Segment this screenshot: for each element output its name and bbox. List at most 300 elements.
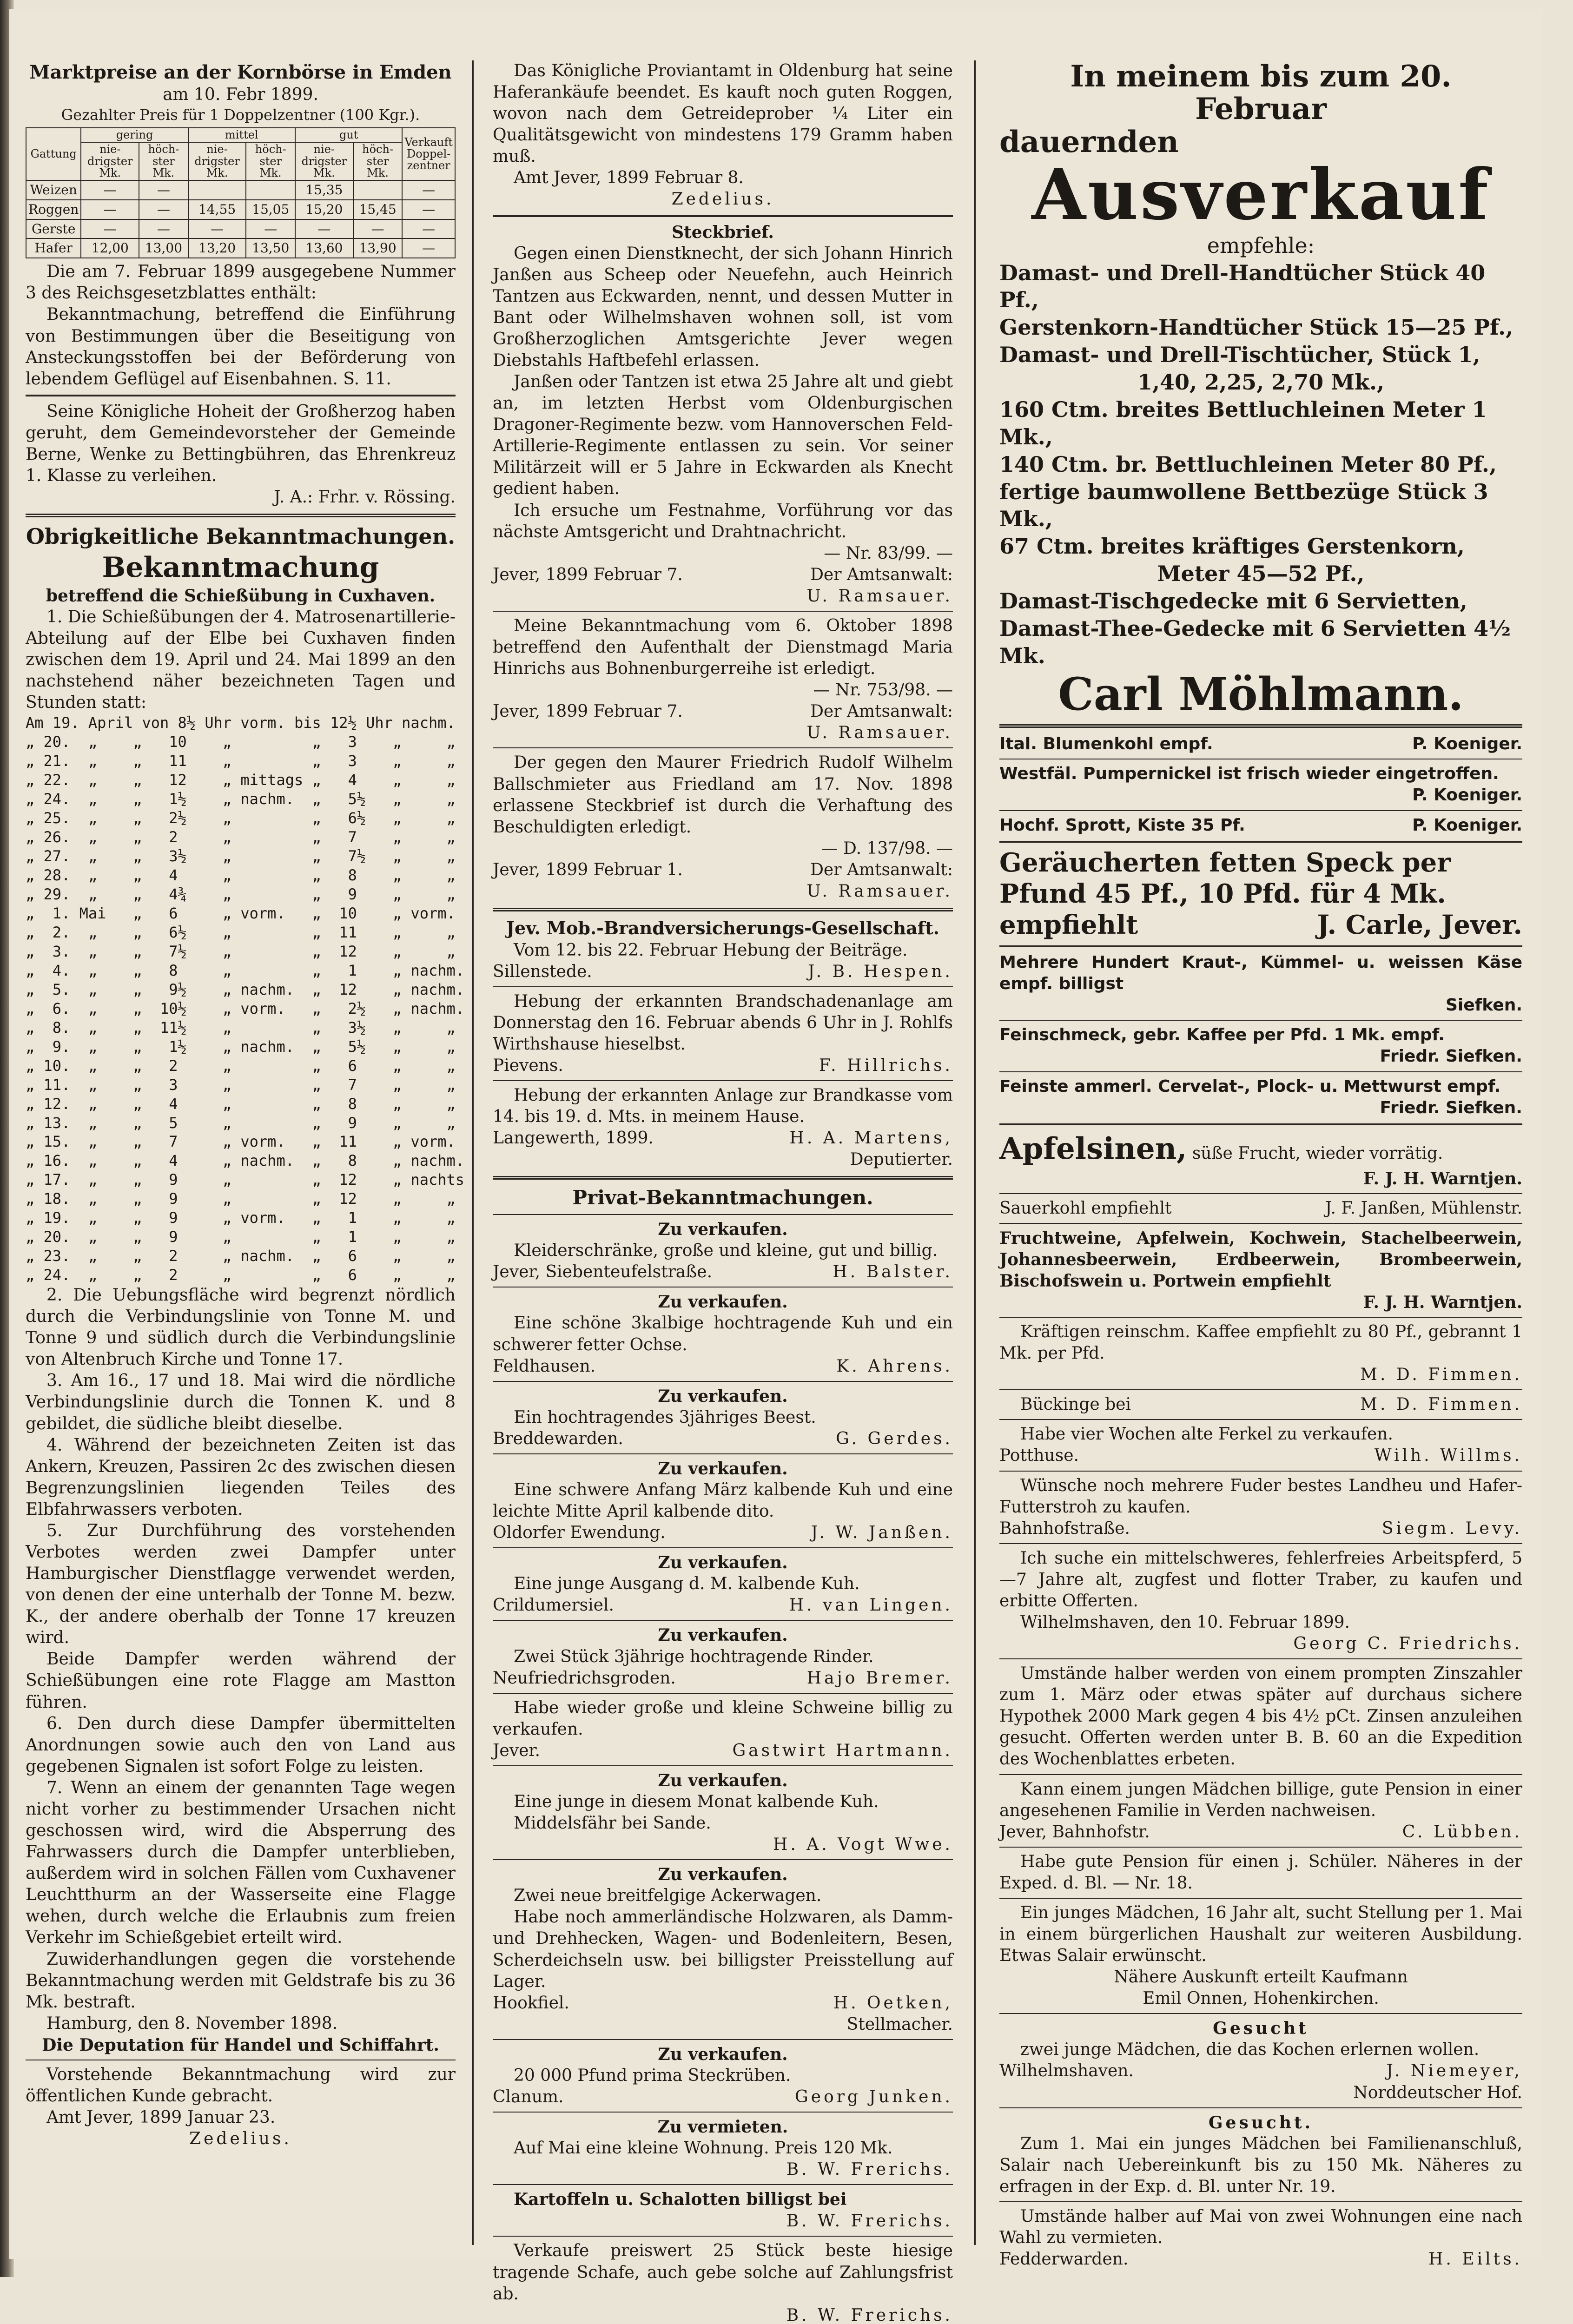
bek3-place: Jever, 1899 Februar 1. <box>493 860 683 879</box>
zu-vermieten-heading: Zu vermieten. <box>657 2117 788 2137</box>
ad-signature: G. Gerdes. <box>836 1429 953 1448</box>
ad-signature: H. Eilts. <box>1428 2250 1522 2269</box>
ad-signature: M. D. Fimmen. <box>1360 1365 1522 1385</box>
signature-block <box>999 1394 1522 1415</box>
schedule-row: „ 20. „ „ 10 „ „ 3 „ „ <box>26 733 456 751</box>
divider <box>493 1620 953 1621</box>
divider <box>999 1389 1522 1390</box>
ausverkauf-heading: Ausverkauf <box>1031 154 1490 236</box>
schedule-row: „ 13. „ „ 5 „ „ 9 „ „ <box>26 1114 456 1132</box>
divider <box>493 747 953 748</box>
schedule-row: „ 22. „ „ 12 „ mittags „ 4 „ „ <box>26 771 456 789</box>
ad-signature: Georg C. Friedrichs. <box>1293 1634 1522 1654</box>
ausverkauf-item: Damast- und Drell-Handtücher Stück 40 Pf., <box>999 260 1486 313</box>
divider <box>999 945 1522 947</box>
ad-signature: Friedr. Siefken. <box>1380 1098 1522 1117</box>
ad-place: Jever, Siebenteufelstraße. <box>493 1262 713 1282</box>
ad-place: Clanum. <box>493 2087 564 2107</box>
price-table <box>26 127 456 258</box>
steck-title: Steckbrief. <box>672 222 774 242</box>
ausverkauf-item: Damast- und Drell-Tischtücher, Stück 1, <box>999 342 1480 368</box>
koeniger-ad <box>999 733 1522 755</box>
ad-place: Hookfiel. <box>493 1993 569 2013</box>
cell: 13,50 <box>246 238 295 258</box>
ad-signature: F. J. H. Warntjen. <box>1363 1169 1522 1188</box>
ad-text: Verkaufe preiswert 25 Stück beste hiesige tragende Schafe, auch gebe solche auf Zahlungsfrist ab. <box>493 2241 953 2304</box>
schedule-row: „ 26. „ „ 2 „ „ 7 „ „ <box>26 828 456 846</box>
divider <box>493 2184 953 2185</box>
bek-heading: Bekanntmachung <box>102 551 379 584</box>
divider <box>999 1020 1522 1021</box>
reich-text: Die am 7. Februar 1899 ausgegebene Nummer 3 des Reichsgesetzblattes enthält: <box>26 262 456 303</box>
schedule-row: „ 16. „ „ 4 „ nachm. „ 8 „ nachm. <box>26 1152 465 1170</box>
ad-text: 20 000 Pfund prima Steckrüben. <box>514 2066 791 2085</box>
ausverkauf-empfehle: empfehle: <box>1207 232 1315 258</box>
divider <box>999 724 1522 728</box>
col-low: nie-drigster Mk. <box>188 142 246 180</box>
column-3 <box>999 59 1522 2269</box>
obrig-title: Obrigkeitliche Bekanntmachungen. <box>26 524 456 549</box>
cell: 13,20 <box>188 238 246 258</box>
ausverkauf-line-1: In meinem bis zum 20. Februar <box>1070 59 1452 127</box>
steck-role: Der Amtsanwalt: <box>810 565 953 584</box>
ad-text: Eine schöne 3kalbige hochtragende Kuh und ein schwerer fetter Ochse. <box>493 1314 953 1354</box>
divider <box>999 1123 1522 1125</box>
ad-text: süße Frucht, wieder vorrätig. <box>1192 1143 1443 1163</box>
ad-signature: Gastwirt Hartmann. <box>732 1741 953 1760</box>
zu-verkaufen-heading: Zu verkaufen. <box>658 1865 788 1885</box>
column-1 <box>26 60 465 2263</box>
schedule-row: „ 10. „ „ 2 „ „ 6 „ „ <box>26 1056 456 1075</box>
ad-place: Oldorfer Ewendung. <box>493 1523 666 1543</box>
schedule-row: „ 27. „ „ 3½ „ „ 7½ „ „ <box>26 847 456 865</box>
signature-block <box>493 1428 953 1450</box>
ausverkauf-item: Meter 45—52 Pf., <box>1157 561 1365 587</box>
divider <box>999 1543 1522 1544</box>
mob1-text: Vom 12. bis 22. Februar Hebung der Beiträge. <box>514 940 908 960</box>
zu-verkaufen-heading: Zu verkaufen. <box>658 2044 788 2064</box>
hoheit-signature: J. A.: Frhr. v. Rössing. <box>274 488 456 507</box>
gesucht-heading: Gesucht <box>1213 2019 1309 2039</box>
mob1-signature: J. B. Hespen. <box>807 962 953 981</box>
col-high: höch-ster Mk. <box>353 142 403 180</box>
zu-verkaufen-heading: Zu verkaufen. <box>658 1386 788 1406</box>
ad-text: Mehrere Hundert Kraut-, Kümmel- u. weissen Käse empf. billigst <box>999 953 1522 994</box>
col-high: höch-ster Mk. <box>139 142 188 180</box>
speck-signature: J. Carle, Jever. <box>1317 909 1522 940</box>
ad-text: Habe noch ammerländische Holzwaren, als Damm- und Drehhecken, Wagen- und Bodenleitern, Besen, Scherdeichseln usw. bei billigster Preisstellung auf Lager. <box>493 1908 953 1991</box>
ausverkauf-item: 1,40, 2,25, 2,70 Mk., <box>1137 370 1384 395</box>
mob3-role: Deputierter. <box>850 1150 953 1169</box>
divider <box>493 1080 953 1081</box>
schedule-row: „ 15. „ „ 7 „ vorm. „ 11 „ vorm. <box>26 1133 456 1151</box>
steck-place: Jever, 1899 Februar 7. <box>493 565 683 584</box>
divider <box>493 2039 953 2040</box>
ad-text: Zum 1. Mai ein junges Mädchen bei Familienanschluß, Salair nach Uebereinkunft bis zu 150 Mk. Näheres zu erfragen in der Exp. d. Bl. unter Nr. 19. <box>999 2134 1522 2196</box>
signature-block <box>493 1356 953 1377</box>
column-2 <box>493 60 953 2324</box>
ad-text: Hochf. Sprott, Kiste 35 Pf. <box>999 815 1245 835</box>
divider <box>999 1071 1522 1072</box>
ad-signature: P. Koeniger. <box>1412 786 1522 805</box>
zu-verkaufen-heading: Zu verkaufen. <box>658 1770 788 1790</box>
signature-block <box>493 1128 953 1149</box>
ad-text: Zwei neue breitfelgige Ackerwagen. <box>514 1886 822 1906</box>
ad-place: Jever. <box>493 1741 541 1760</box>
ausverkauf-item: Gerstenkorn-Handtücher Stück 15—25 Pf., <box>999 315 1514 340</box>
apfelsinen-heading: Apfelsinen, <box>999 1131 1187 1166</box>
schedule-row: „ 25. „ „ 2½ „ „ 6½ „ „ <box>26 809 456 827</box>
bek-p6: 6. Den durch diese Dampfer übermittelten Anordnungen sowie auch den von Land aus gegebenen Signalen ist sofort Folge zu leisten. <box>26 1714 456 1776</box>
ad-text: Auf Mai eine kleine Wohnung. Preis 120 Mk. <box>514 2139 893 2158</box>
ad-text: Nähere Auskunft erteilt Kaufmann <box>1114 1967 1408 1987</box>
signature-block <box>493 1522 953 1544</box>
ad-signature: Siegm. Levy. <box>1381 1519 1522 1538</box>
divider <box>999 1898 1522 1899</box>
divider <box>999 810 1522 811</box>
signature-block <box>493 1740 953 1762</box>
cell: — <box>81 200 139 219</box>
divider <box>999 841 1522 843</box>
ad-text: Kartoffeln u. Schalotten billigst bei <box>514 2190 847 2210</box>
column-rule <box>974 60 976 2245</box>
signature-block <box>999 1198 1522 1219</box>
cell <box>353 180 403 200</box>
ad-signature: Siefken. <box>1445 996 1522 1015</box>
divider <box>999 2201 1522 2202</box>
signature-block <box>999 1445 1522 1466</box>
schedule-row: „ 24. „ „ 1½ „ nachm. „ 5½ „ „ <box>26 790 456 808</box>
steck-number: — Nr. 83/99. — <box>824 543 953 563</box>
col-gattung: Gattung <box>26 128 81 180</box>
divider <box>26 395 456 396</box>
signature-block <box>493 1055 953 1076</box>
divider <box>999 1419 1522 1420</box>
ad-text: Feinste ammerl. Cervelat-, Plock- u. Mettwurst empf. <box>999 1076 1501 1096</box>
divider <box>999 1847 1522 1848</box>
zu-verkaufen-heading: Zu verkaufen. <box>658 1553 788 1573</box>
schedule-row: Am 19. April von 8½ Uhr vorm. bis 12½ Uhr nachm. <box>26 714 456 732</box>
ausverkauf-item: fertige baumwollene Bettbezüge Stück 3 Mk., <box>999 479 1488 532</box>
mob3-place: Langewerth, 1899. <box>493 1129 654 1148</box>
ad-text: Kleiderschränke, große und kleine, gut und billig. <box>514 1241 938 1261</box>
row-name: Roggen <box>26 200 81 219</box>
table-row <box>26 180 455 200</box>
signature-block <box>999 1518 1522 1539</box>
ad-text: Habe vier Wochen alte Ferkel zu verkaufen. <box>1020 1425 1393 1444</box>
cell: 15,20 <box>295 200 353 219</box>
ad-text: Umstände halber auf Mai von zwei Wohnungen eine nach Wahl zu vermieten. <box>999 2206 1522 2248</box>
bek3-number: — D. 137/98. — <box>821 838 953 858</box>
signature-block <box>493 701 953 722</box>
bek2-number: — Nr. 753/98. — <box>813 680 953 700</box>
divider <box>999 1223 1522 1224</box>
signature-block <box>493 1668 953 1689</box>
ad-text: Kann einem jungen Mädchen billige, gute Pension in einer angesehenen Familie in Verden nachweisen. <box>999 1779 1522 1820</box>
col-verkauft: Verkauft Doppel-zentner <box>402 128 455 180</box>
divider <box>493 1547 953 1548</box>
bek2-text: Meine Bekanntmachung vom 6. Oktober 1898 betreffend den Aufenthalt der Dienstmagd Maria Hinrichs aus Bohnenburgerreihe ist erledigt. <box>493 616 953 679</box>
ad-signature: H. Oetken, <box>833 1993 953 2013</box>
cell: 13,00 <box>139 238 188 258</box>
mob3-signature: H. A. Martens, <box>789 1129 953 1148</box>
ad-place: Bahnhofstraße. <box>999 1519 1130 1538</box>
ausverkauf-item: Damast-Tischgedecke mit 6 Servietten, <box>999 588 1467 614</box>
signature-block <box>999 1822 1522 1843</box>
ad-place: Middelsfähr bei Sande. <box>514 1814 711 1833</box>
speck-line-1: Geräucherten fetten Speck per <box>999 847 1451 878</box>
ad-signature: P. Koeniger. <box>1412 815 1522 835</box>
ad-text: Eine junge in diesem Monat kalbende Kuh. <box>514 1792 879 1811</box>
ad-text: Ital. Blumenkohl empf. <box>999 734 1213 754</box>
schedule-row: „ 12. „ „ 4 „ „ 8 „ „ <box>26 1095 456 1113</box>
bek-p3: 3. Am 16., 17 und 18. Mai wird die nördliche Verbindungslinie durch die Tonnen K. und 8 gebildet, die südliche bleibt dieselbe. <box>26 1371 456 1433</box>
schedule-row: „ 5. „ „ 9½ „ nachm. „ 12 „ nachm. <box>26 980 465 998</box>
speck-signature-block <box>999 910 1522 941</box>
signature-block <box>493 564 953 586</box>
cell: — <box>295 219 353 239</box>
column-rule <box>472 60 474 2245</box>
ad-signature: B. W. Frerichs. <box>786 2305 953 2324</box>
divider <box>493 1176 953 1180</box>
bek-p7: 7. Wenn an einem der genannten Tage wegen nicht vorher zu bestimmender Ursachen nicht geschossen wird, wird die Absperrung des Fahrwassers durch die Dampfer unterblieben, außerdem wird in solchen Fällen vom Cuxhavener Leuchtthurm an der Wasserseite eine Flagge wehen, durch welche die Erlaubnis zum freien Verkehr im Schießgebiet erteilt wird. <box>26 1778 456 1948</box>
divider <box>493 986 953 987</box>
zu-verkaufen-heading: Zu verkaufen. <box>658 1625 788 1645</box>
ad-signature: P. Koeniger. <box>1412 734 1522 754</box>
cell: — <box>402 238 455 258</box>
gesucht-heading: Gesucht. <box>1208 2113 1314 2133</box>
signature-block <box>999 2249 1522 2270</box>
divider <box>999 2013 1522 2014</box>
ad-text: Sauerkohl empfiehlt <box>999 1198 1172 1218</box>
cell: — <box>402 219 455 239</box>
cell: 14,55 <box>188 200 246 219</box>
carl-moehlmann: Carl Möhlmann. <box>1058 667 1464 720</box>
ad-signature: J. Niemeyer, <box>1386 2061 1522 2081</box>
ad-text: Ein junges Mädchen, 16 Jahr alt, sucht Stellung per 1. Mai in einem bürgerlichen Haushalt zur weiteren Ausbildung. Etwas Salair erwünscht. <box>999 1903 1522 1966</box>
schedule-row: „ 9. „ „ 1½ „ nachm. „ 5½ „ „ <box>26 1037 456 1056</box>
row-name: Gerste <box>26 219 81 239</box>
cell: 13,60 <box>295 238 353 258</box>
cell: — <box>402 200 455 219</box>
bek-p4: 4. Während der bezeichneten Zeiten ist das Ankern, Kreuzen, Passiren 2c des zwischen diesen Begrenzungslinien liegenden Teiles des Elbfahrwassers verboten. <box>26 1435 456 1519</box>
ad-place: Jever, Bahnhofstr. <box>999 1822 1150 1842</box>
bek-p2: 2. Die Uebungsfläche wird begrenzt nördlich durch die Verbindungslinie von Tonne M. und Tonne 9 und südlich durch die Verbindungslinie von Altenbruch Kirche und Tonne 17. <box>26 1286 456 1369</box>
reich-text-2: Bekanntmachung, betreffend die Einführung von Bestimmungen über die Beseitigung von Ansteckungsstoffen bei der Beförderung von lebendem Geflügel auf Eisenbahnen. S. 11. <box>26 305 456 389</box>
ausverkauf-item: Damast-Thee-Gedecke mit 6 Servietten 4½ Mk. <box>999 615 1511 668</box>
schedule-row: „ 17. „ „ 9 „ „ 12 „ nachts <box>26 1171 465 1189</box>
bek-p9-place: Amt Jever, 1899 Januar 23. <box>46 2108 276 2127</box>
cell: — <box>188 219 246 239</box>
col-low: nie-drigster Mk. <box>295 142 353 180</box>
ad-signature: J. F. Janßen, Mühlenstr. <box>1325 1198 1522 1218</box>
signature-block <box>999 2060 1522 2082</box>
ad-signature: M. D. Fimmen. <box>1360 1395 1522 1414</box>
bek-subheading: betreffend die Schießübung in Cuxhaven. <box>46 586 436 606</box>
bek3-text: Der gegen den Maurer Friedrich Rudolf Wilhelm Ballschmieter aus Friedland am 17. Nov. 1898 erlassene Steckbrief ist durch die Verhaftung des Beschuldigten erledigt. <box>493 753 953 837</box>
prov-place: Amt Jever, 1899 Februar 8. <box>514 168 744 188</box>
bek2-signature: U. Ramsauer. <box>806 723 953 743</box>
schedule-row: „ 1. Mai „ 6 „ vorm. „ 10 „ vorm. <box>26 905 456 923</box>
divider <box>493 611 953 612</box>
cell: — <box>81 219 139 239</box>
ad-place: Fedderwarden. <box>999 2250 1129 2269</box>
signature-block <box>493 859 953 881</box>
group-mittel: mittel <box>188 128 295 142</box>
bek3-role: Der Amtsanwalt: <box>810 860 953 879</box>
row-name: Hafer <box>26 238 81 258</box>
mob3-text: Hebung der erkannten Anlage zur Brandkasse vom 14. bis 19. d. Mts. in meinem Hause. <box>493 1086 953 1127</box>
mob-title: Jev. Mob.-Brandversicherungs-Gesellschaft. <box>506 917 939 938</box>
divider <box>999 2107 1522 2108</box>
bek-p8: Zuwiderhandlungen gegen die vorstehende Bekanntmachung werden mit Geldstrafe bis zu 36 Mk. bestraft. <box>26 1949 456 2012</box>
table-row <box>26 200 455 219</box>
cell: — <box>402 180 455 200</box>
ad-place: Wilhelmshaven. <box>999 2061 1134 2081</box>
cell: 15,05 <box>246 200 295 219</box>
ausverkauf-item: 140 Ctm. br. Bettluchleinen Meter 80 Pf., <box>999 451 1497 477</box>
cell: — <box>246 219 295 239</box>
schedule-row: „ 8. „ „ 11½ „ „ 3½ „ „ <box>26 1018 456 1037</box>
divider <box>493 908 953 911</box>
cell: — <box>139 180 188 200</box>
bek3-signature: U. Ramsauer. <box>806 881 953 901</box>
speck-line-3: empfiehlt <box>999 909 1138 940</box>
ad-role: Stellmacher. <box>846 2014 953 2034</box>
schedule-row: „ 24. „ „ 2 „ „ 6 „ „ <box>26 1266 456 1284</box>
schedule-row: „ 18. „ „ 9 „ „ 12 „ „ <box>26 1190 456 1208</box>
ad-place: Potthuse. <box>999 1446 1079 1466</box>
steck-text-2: Janßen oder Tantzen ist etwa 25 Jahre alt und giebt an, im letzten Herbst vom Oldenburgischen Dragoner-Regimente bezw. vom Hannoverschen Feld-Artillerie-Regimente entlassen zu sein. Vor seiner Militärzeit will er 5 Jahre in Eckwarden als Knecht gedient haben. <box>493 372 953 499</box>
ausverkauf-item: 160 Ctm. breites Bettluchleinen Meter 1 Mk., <box>999 396 1487 449</box>
ad-signature: B. W. Frerichs. <box>786 2160 953 2179</box>
divider <box>493 1381 953 1382</box>
ad-text: Ein hochtragendes 3jähriges Beest. <box>514 1407 816 1427</box>
schedule-row: „ 20. „ „ 9 „ „ 1 „ „ <box>26 1228 456 1246</box>
steck-signature: U. Ramsauer. <box>806 586 953 606</box>
divider <box>999 1317 1522 1318</box>
col-high: höch-ster Mk. <box>246 142 295 180</box>
schedule-row: „ 28. „ „ 4 „ „ 8 „ „ <box>26 866 456 885</box>
divider <box>999 1193 1522 1194</box>
divider <box>493 1214 953 1215</box>
ad-signature: H. A. Vogt Wwe. <box>773 1835 953 1855</box>
table-row <box>26 219 455 239</box>
zu-verkaufen-heading: Zu verkaufen. <box>658 1292 788 1312</box>
zu-verkaufen-heading: Zu verkaufen. <box>658 1459 788 1479</box>
divider <box>493 2236 953 2237</box>
divider <box>999 1658 1522 1659</box>
ad-text: Eine schwere Anfang März kalbende Kuh und eine leichte Mitte April kalbende dito. <box>493 1480 953 1521</box>
cell: — <box>81 180 139 200</box>
divider <box>493 1693 953 1694</box>
steck-text: Gegen einen Dienstknecht, der sich Johann Hinrich Janßen aus Scheep oder Neuefehn, auch Heinrich Tantzen aus Eckwarden, nennt, und dessen Mutter in Bant oder Wilhelmshaven wohnen soll, ist vom Großherzoglichen Amtsgerichte Jever wegen Diebstahls Haftbefehl erlassen. <box>493 244 953 370</box>
bek-p9: Vorstehende Bekanntmachung wird zur öffentlichen Kunde gebracht. <box>26 2065 456 2106</box>
signature-block <box>493 1261 953 1283</box>
cell: 15,35 <box>295 180 353 200</box>
cell <box>246 180 295 200</box>
ad-place: Crildumersiel. <box>493 1596 614 1615</box>
ad-text: Bückinge bei <box>1020 1395 1131 1414</box>
ad-role: Norddeutscher Hof. <box>1353 2083 1522 2102</box>
group-gut: gut <box>295 128 402 142</box>
signature-block <box>493 2086 953 2108</box>
schedule-list <box>26 713 465 1285</box>
bek2-role: Der Amtsanwalt: <box>810 702 953 721</box>
ad-signature: Georg Junken. <box>795 2087 953 2107</box>
ad-place: Neufriedrichsgroden. <box>493 1668 676 1688</box>
prov-text: Das Königliche Proviantamt in Oldenburg hat seine Haferankäufe beendet. Es kauft noch guten Roggen, wovon nach dem Getreideprober ¼ Liter ein Qualitätsgewicht von mindestens 179 Gramm haben muß. <box>493 61 953 166</box>
schedule-row: „ 11. „ „ 3 „ „ 7 „ „ <box>26 1076 456 1094</box>
bek2-place: Jever, 1899 Februar 7. <box>493 702 683 721</box>
hoheit-text: Seine Königliche Hoheit der Großherzog haben geruht, dem Gemeindevorsteher der Gemeinde Berne, Wenke zu Bettingbühren, das Ehrenkreuz 1. Klasse zu verleihen. <box>26 402 456 485</box>
ad-signature: H. Balster. <box>833 1262 953 1282</box>
schedule-row: „ 21. „ „ 11 „ „ 3 „ „ <box>26 752 456 770</box>
ausverkauf-line-2: dauernden <box>999 124 1179 159</box>
col-low: nie-drigster Mk. <box>81 142 139 180</box>
ad-text: Wünsche noch mehrere Fuder bestes Landheu und Hafer-Futterstroh zu kaufen. <box>999 1476 1522 1517</box>
cell <box>188 180 246 200</box>
cell: 12,00 <box>81 238 139 258</box>
row-name: Weizen <box>26 180 81 200</box>
table-row <box>26 238 455 258</box>
ad-place: Feldhausen. <box>493 1356 596 1376</box>
cell: 13,90 <box>353 238 403 258</box>
bek-p1: 1. Die Schießübungen der 4. Matrosenartillerie-Abteilung auf der Elbe bei Cuxhaven finden zwischen dem 19. April und 24. Mai 1899 an den nachstehend näher bezeichneten Tagen und Stunden statt: <box>26 607 456 713</box>
cell: — <box>139 219 188 239</box>
divider <box>493 2112 953 2113</box>
steck-text-3: Ich ersuche um Festnahme, Vorführung vor das nächste Amtsgericht und Drahtnachricht. <box>493 501 953 541</box>
ad-signature: Hajo Bremer. <box>806 1668 953 1688</box>
ad-text: Habe wieder große und kleine Schweine billig zu verkaufen. <box>493 1698 953 1739</box>
bek-p5: 5. Zur Durchführung des vorstehenden Verbotes werden zwei Dampfer unter Hamburgischer Dienstflagge verwendet werden, von denen der eine unterhalb der Tonne M. bezw. K., der andere oberhalb der Tonne 17 kreuzen wird. <box>26 1521 456 1648</box>
ad-text: Habe gute Pension für einen j. Schüler. Näheres in der Exped. d. Bl. — Nr. 18. <box>999 1852 1522 1893</box>
schedule-row: „ 4. „ „ 8 „ „ 1 „ nachm. <box>26 961 465 979</box>
ad-text: Fruchtweine, Apfelwein, Kochwein, Stachelbeerwein, Johannesbeerwein, Erdbeerwein, Brombeerwein, Bischofswein u. Portwein empfiehlt <box>999 1228 1522 1291</box>
schedule-row: „ 19. „ „ 9 „ vorm. „ 1 „ „ <box>26 1209 456 1227</box>
schedule-row: „ 6. „ „ 10½ „ vorm. „ 2½ „ nachm. <box>26 999 465 1017</box>
ad-place: Wilhelmshaven, den 10. Februar 1899. <box>1020 1613 1350 1632</box>
mob2-text: Hebung der erkannten Brandschadenanlage am Donnerstag den 16. Februar abends 6 Uhr in J. Rohlfs Wirthshause hieselbst. <box>493 991 953 1054</box>
ad-signature: Emil Onnen, Hohenkirchen. <box>1143 1989 1379 2008</box>
divider <box>999 1471 1522 1472</box>
group-gering: gering <box>81 128 188 142</box>
divider <box>26 514 456 517</box>
cell: — <box>139 200 188 219</box>
ad-signature: F. J. H. Warntjen. <box>1363 1292 1522 1312</box>
ad-signature: K. Ahrens. <box>836 1356 953 1376</box>
ad-text: Kräftigen reinschm. Kaffee empfiehlt zu 80 Pf., gebrannt 1 Mk. per Pfd. <box>999 1322 1522 1363</box>
divider <box>493 215 953 217</box>
cell: 15,45 <box>353 200 403 219</box>
ad-text: Umstände halber werden von einem prompten Zinszahler zum 1. März oder etwas später auf durchaus sichere Hypothek 2000 Mark gegen 4 bis 4½ pCt. Zinsen anzuleihen gesucht. Offerten werden unter B. B. 60 an die Expedition des Wochenblattes erbeten. <box>999 1664 1522 1769</box>
mob2-place: Pievens. <box>493 1056 563 1075</box>
ad-signature: B. W. Frerichs. <box>786 2212 953 2231</box>
deputation: Die Deputation für Handel und Schiffahrt. <box>42 2035 439 2055</box>
ad-place: Breddewarden. <box>493 1429 623 1448</box>
mob2-signature: F. Hillrichs. <box>819 1056 953 1075</box>
bek-p5b: Beide Dampfer werden während der Schießübungen eine rote Flagge am Mastton führen. <box>26 1650 456 1712</box>
schedule-row: „ 29. „ „ 4¾ „ „ 9 „ „ <box>26 885 456 904</box>
market-date: am 10. Febr 1899. <box>163 85 318 105</box>
cell: — <box>353 219 403 239</box>
schedule-row: „ 23. „ „ 2 „ nachm. „ 6 „ „ <box>26 1247 456 1265</box>
bek-p8-place: Hamburg, den 8. November 1898. <box>46 2014 338 2033</box>
mob1-place: Sillenstede. <box>493 962 592 981</box>
schedule-row: „ 3. „ „ 7½ „ „ 12 „ „ <box>26 942 456 960</box>
ad-text: zwei junge Mädchen, die das Kochen erlernen wollen. <box>1020 2040 1480 2060</box>
zu-verkaufen-heading: Zu verkaufen. <box>658 1220 788 1240</box>
